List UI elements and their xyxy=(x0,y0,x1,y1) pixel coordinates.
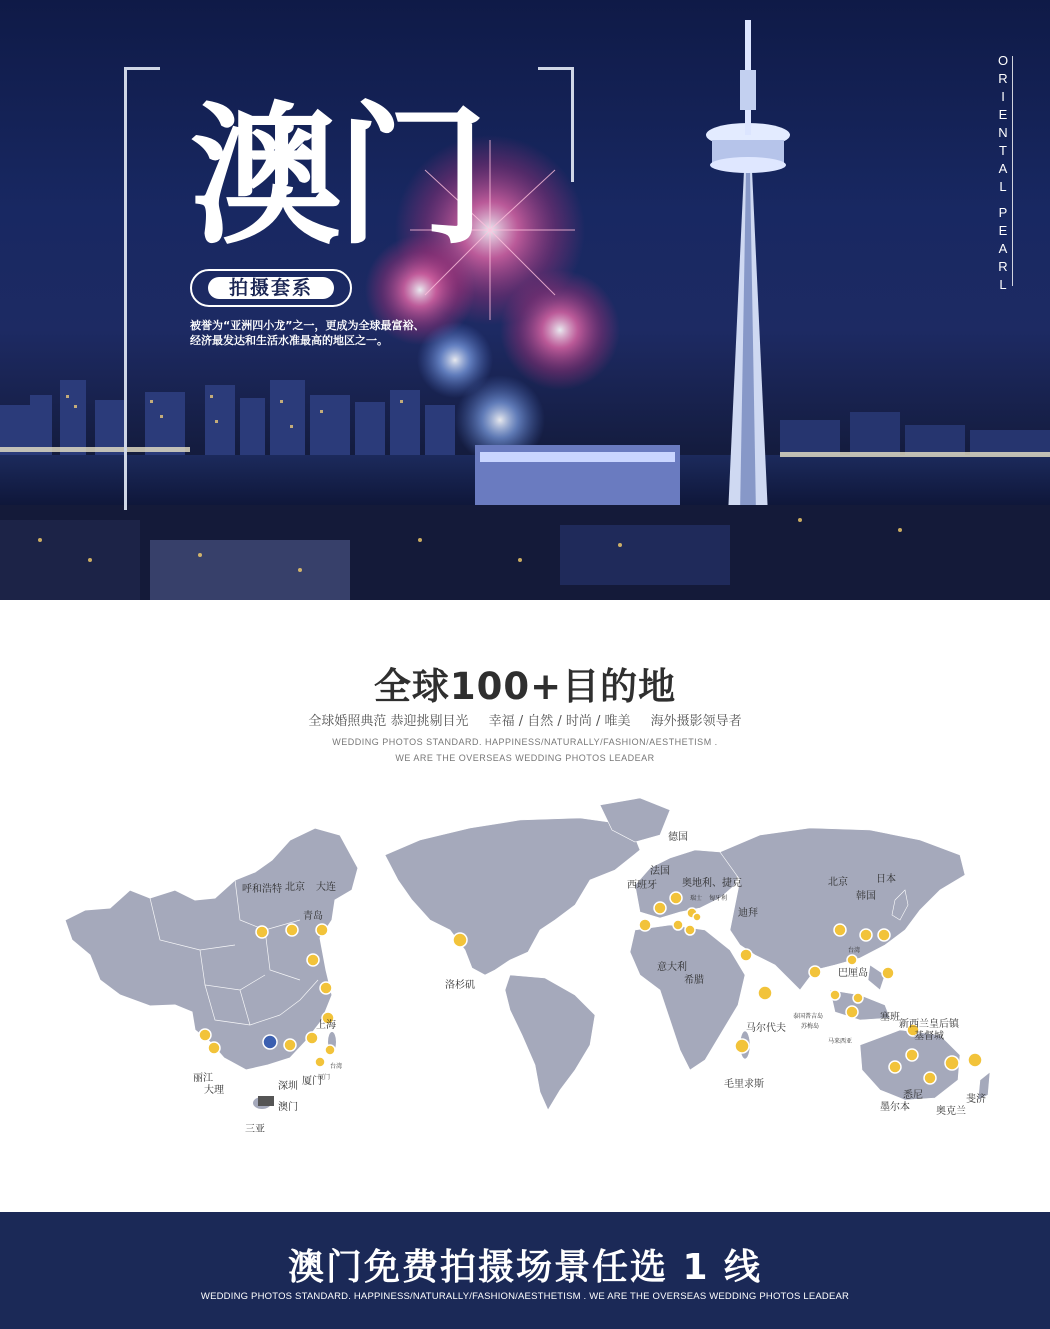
section-english-2: WE ARE THE OVERSEAS WEDDING PHOTOS LEADEAR xyxy=(395,753,655,763)
vertical-text-oriental: ORIENTAL xyxy=(997,53,1009,194)
subtitle-part: 全球婚照典范 恭迎挑剔目光 xyxy=(308,714,469,729)
city-label: 新西兰皇后镇 xyxy=(899,1019,959,1030)
desc-line: 被誉为“亚洲四小龙”之一，更成为全球最富裕、 xyxy=(190,319,425,332)
subtitle-text: 拍摄套系 xyxy=(208,277,334,299)
city-label: 澳门 xyxy=(278,1102,298,1113)
city-label: 墨尔本 xyxy=(880,1102,910,1113)
city-label: 西班牙 xyxy=(627,880,657,891)
city-label-small: 苏梅岛 xyxy=(801,1023,820,1030)
macau-tower-icon xyxy=(706,20,790,515)
city-label: 韩国 xyxy=(856,891,876,902)
vertical-divider xyxy=(1012,56,1013,286)
city-label: 日本 xyxy=(876,874,896,885)
city-label-small: 台湾 xyxy=(330,1063,343,1070)
frame-line xyxy=(124,67,127,510)
city-label: 北京 xyxy=(285,882,305,893)
desc-line: 经济最发达和生活水准最高的地区之一。 xyxy=(190,334,388,347)
city-label: 丽江 xyxy=(193,1073,213,1084)
city-label: 奥克兰 xyxy=(936,1106,966,1117)
city-label-small: 瑞士 xyxy=(690,895,703,902)
city-label: 斐济 xyxy=(966,1094,986,1105)
city-label: 厦门 xyxy=(302,1076,322,1087)
city-label-small: 泰国普吉岛 xyxy=(793,1013,824,1020)
city-label: 迪拜 xyxy=(738,908,758,919)
macau-pin-icon xyxy=(263,1035,277,1049)
city-label: 德国 xyxy=(668,832,688,843)
city-label-small: 台湾 xyxy=(848,947,861,954)
hero-title: 澳门 xyxy=(190,88,482,265)
city-label: 三亚 xyxy=(245,1124,265,1135)
city-label: 悉尼 xyxy=(903,1090,923,1101)
city-label: 意大利 xyxy=(657,962,687,973)
china-map xyxy=(65,828,358,1109)
subtitle-part: 幸福 / 自然 / 时尚 / 唯美 xyxy=(488,714,631,729)
city-label: 法国 xyxy=(650,866,670,877)
destination-maps xyxy=(0,780,1050,1140)
city-label: 巴厘岛 xyxy=(838,968,868,979)
subtitle-pill xyxy=(190,269,352,307)
night-scene-illustration xyxy=(0,0,1050,600)
frame-line xyxy=(571,67,574,182)
city-label: 基督城 xyxy=(914,1031,944,1042)
city-label: 上海 xyxy=(316,1020,336,1031)
city-label: 奥地利、捷克 xyxy=(682,878,742,889)
city-label-small: 厦门 xyxy=(318,1074,331,1081)
city-label-small: 马来西亚 xyxy=(828,1038,853,1045)
city-label: 青岛 xyxy=(303,911,323,922)
section-subtitle xyxy=(0,710,1050,729)
city-label: 大理 xyxy=(204,1085,224,1096)
hero-description xyxy=(190,318,480,348)
city-label: 马尔代夫 xyxy=(746,1023,786,1034)
city-label-small: 匈牙利 xyxy=(709,895,728,902)
city-label: 大连 xyxy=(316,882,336,893)
frame-corner xyxy=(538,67,574,70)
frame-corner xyxy=(124,67,160,70)
city-label: 洛杉矶 xyxy=(445,980,475,991)
hero-banner xyxy=(0,0,1050,600)
section-title: 全球100+目的地 xyxy=(373,665,677,708)
city-label: 希腊 xyxy=(684,975,704,986)
city-label: 毛里求斯 xyxy=(724,1079,764,1090)
vertical-text-pearl: PEARL xyxy=(998,205,1008,292)
city-label: 塞班 xyxy=(880,1012,900,1023)
city-label: 深圳 xyxy=(278,1081,298,1092)
band-english: WEDDING PHOTOS STANDARD. HAPPINESS/NATURALLY/FASHION/AESTHETISM . WE ARE THE OVERSEAS WEDDING PHOTOS LEADEAR xyxy=(200,1291,850,1302)
temple-icon xyxy=(258,1096,274,1106)
skyline-left xyxy=(0,380,455,465)
band-title: 澳门免费拍摄场景任选 1 线 xyxy=(287,1247,763,1288)
section-english-1: WEDDING PHOTOS STANDARD. HAPPINESS/NATURALLY/FASHION/AESTHETISM . xyxy=(332,737,718,747)
city-label: 北京 xyxy=(828,877,848,888)
city-label: 呼和浩特 xyxy=(242,884,282,895)
subtitle-part: 海外摄影领导者 xyxy=(650,714,742,729)
